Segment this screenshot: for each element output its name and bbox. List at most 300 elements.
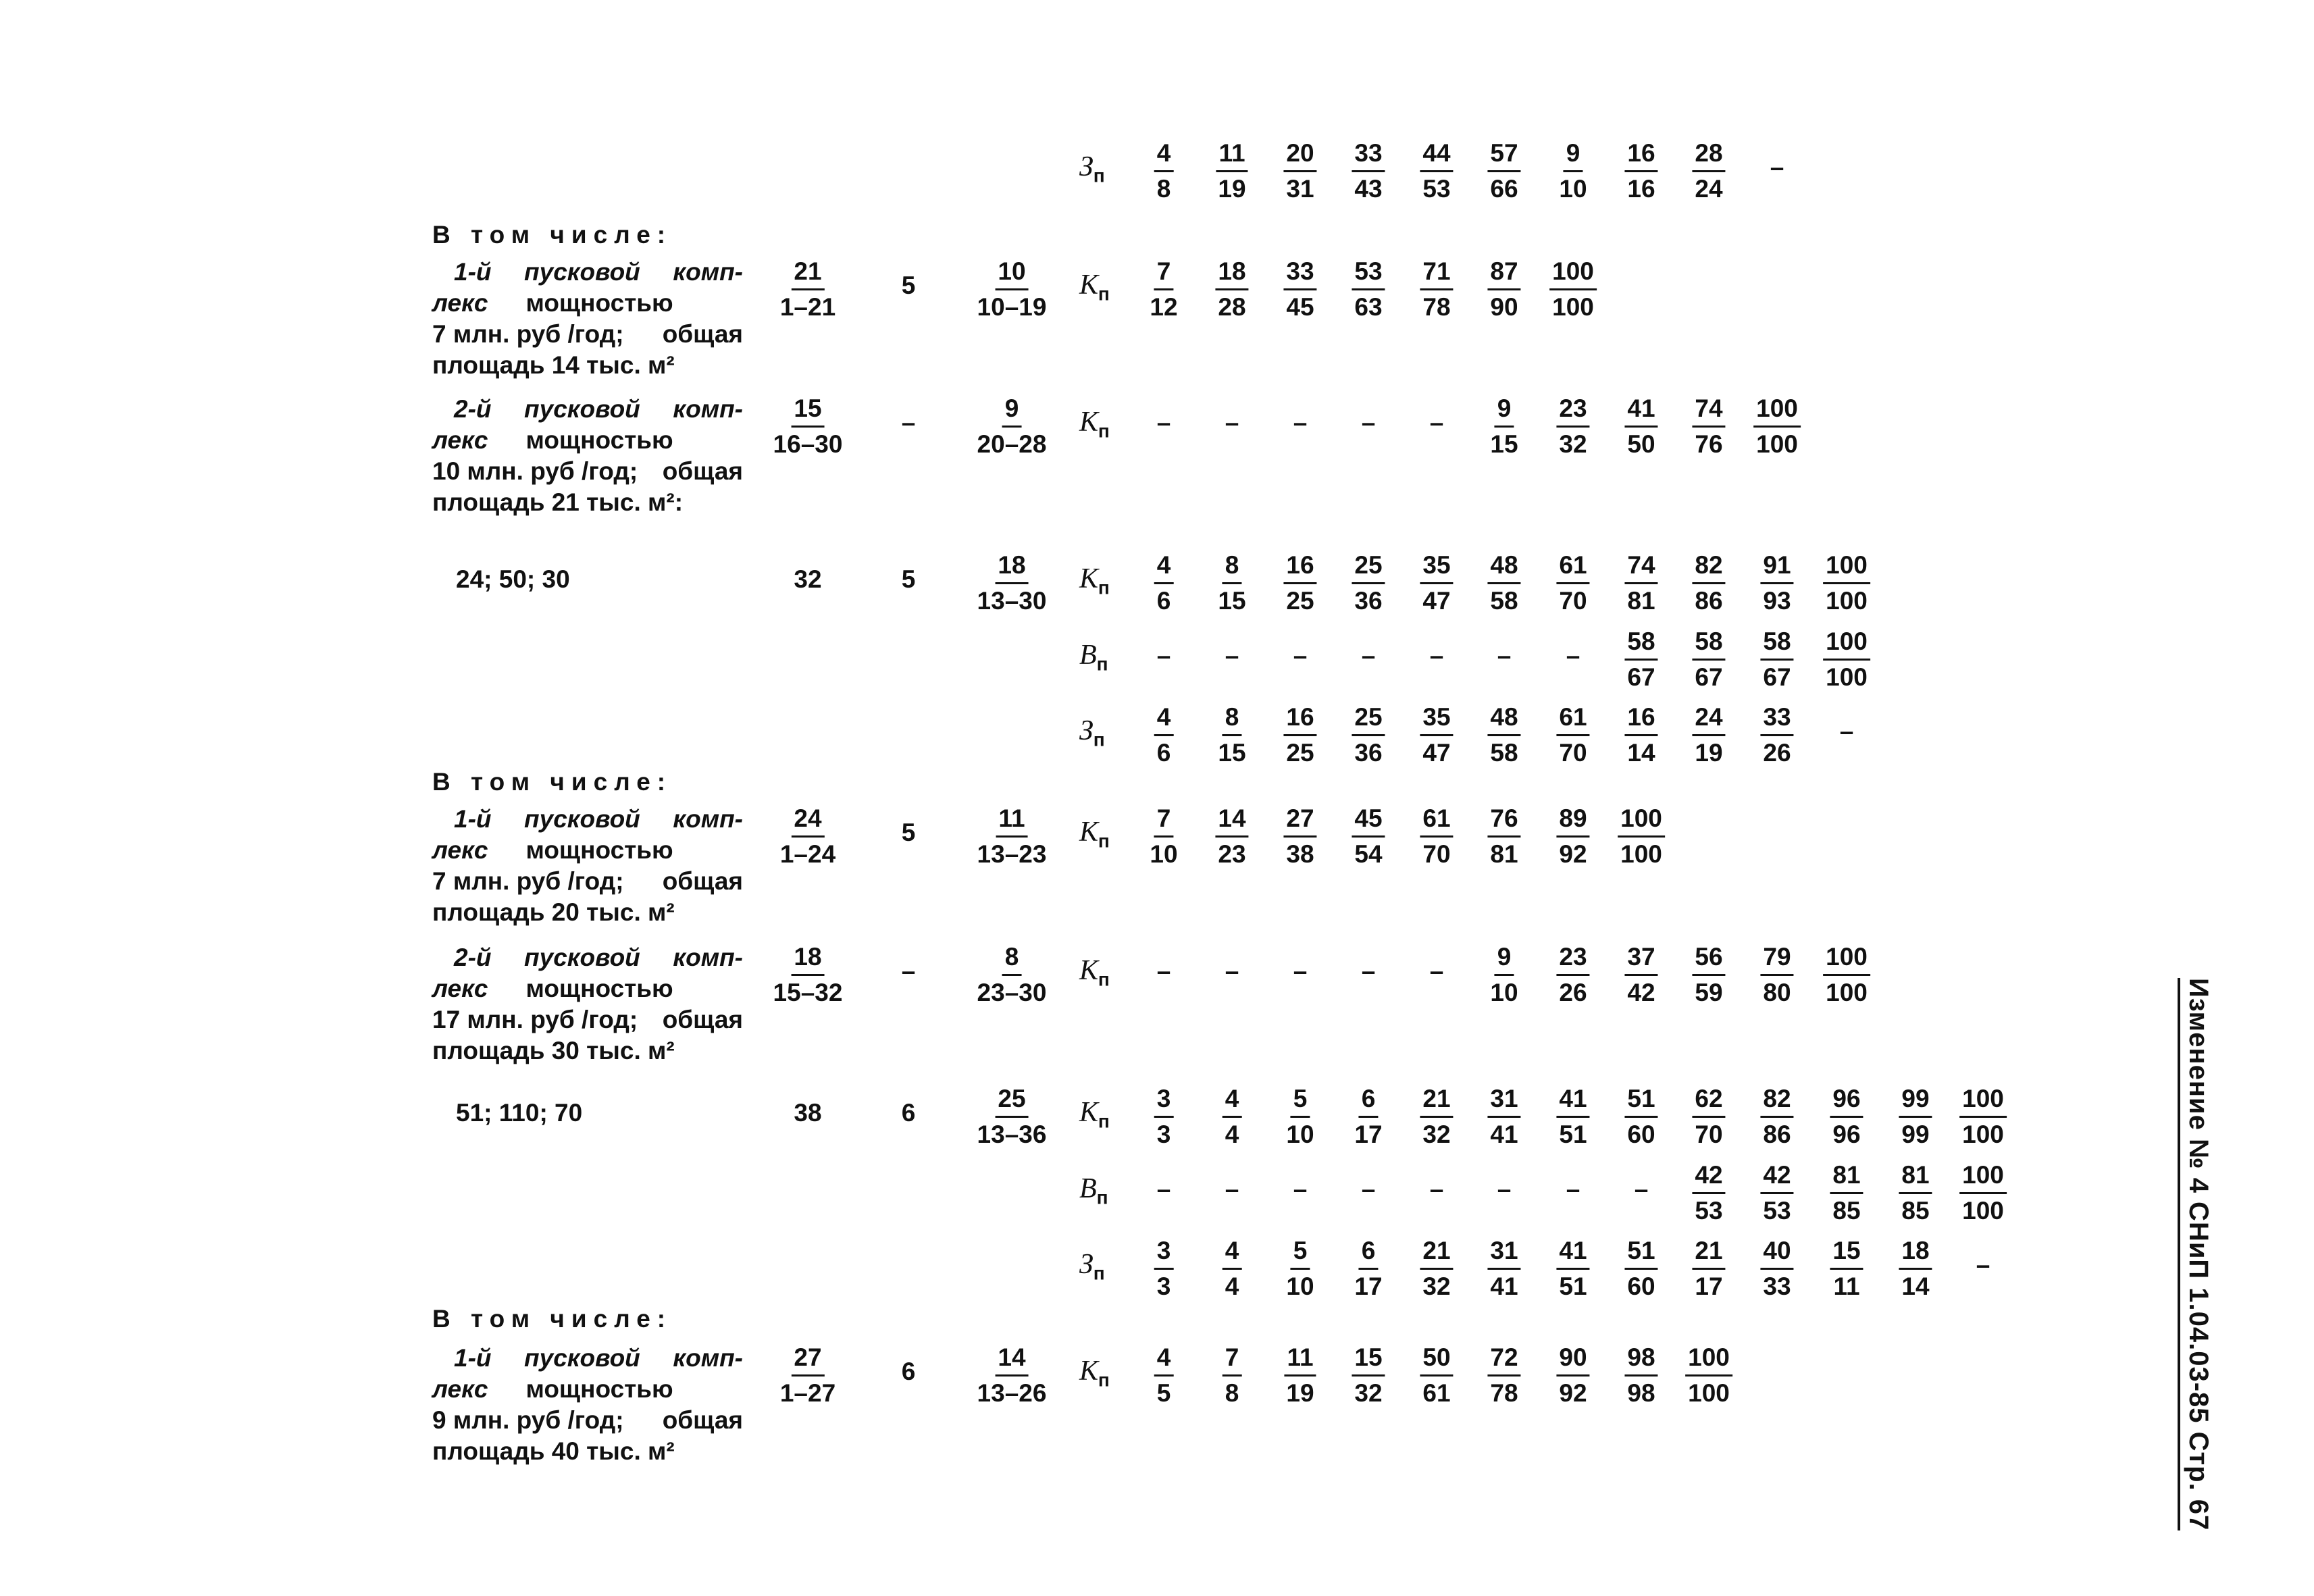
table-row: [0, 138, 2314, 206]
indicator-subscript: п: [1098, 1369, 1110, 1391]
table-row: [0, 1084, 2314, 1152]
value-cell: [1283, 257, 1316, 322]
value-cell: –: [1429, 1175, 1444, 1203]
value-cell: [1549, 257, 1597, 322]
value-cell-denominator: 5: [1156, 1379, 1171, 1407]
value-cell: –: [1225, 642, 1239, 669]
value-cell: –: [1634, 1175, 1649, 1203]
value-cell: [1215, 550, 1248, 616]
value-cell: [1899, 1084, 1932, 1150]
desc-word: комп-: [673, 258, 743, 286]
value-cell-denominator: 32: [1422, 1121, 1451, 1148]
value-cell-numerator: 9: [1495, 394, 1514, 428]
value-cell: [1420, 257, 1453, 322]
value-cell-denominator: 58: [1490, 739, 1518, 767]
value-cell: [1959, 1084, 2007, 1150]
value-cell: [1692, 1236, 1725, 1302]
value-cell-numerator: 23: [1556, 942, 1589, 976]
value-cell-numerator: 16: [1624, 138, 1657, 172]
desc-line-3: [432, 456, 743, 487]
indicator-subscript: п: [1098, 577, 1110, 598]
value-cell: [1899, 1160, 1932, 1226]
desc-line-1: [432, 804, 743, 835]
duration-cell-denominator: 1–27: [779, 1379, 836, 1407]
duration-cell-denominator: 15–32: [773, 979, 843, 1006]
value-cell-numerator: 21: [1692, 1236, 1725, 1270]
desc-word: общая: [662, 457, 743, 485]
construction-period-cell-denominator: 13–36: [977, 1121, 1047, 1148]
value-cell-denominator: 33: [1763, 1272, 1791, 1300]
capacity-values: 24; 50; 30: [456, 565, 570, 593]
desc-line-1: [432, 394, 743, 425]
value-cell: [1283, 804, 1316, 869]
value-cell: –: [1429, 957, 1444, 985]
value-cell-numerator: 9: [1495, 942, 1514, 976]
value-cell-numerator: 100: [1618, 804, 1665, 838]
construction-period-cell-denominator: 20–28: [977, 430, 1047, 458]
value-cell-numerator: 51: [1624, 1236, 1657, 1270]
value-cell-denominator: 50: [1627, 430, 1655, 458]
value-cell: [1556, 1236, 1589, 1302]
value-cell-denominator: 70: [1422, 840, 1451, 868]
value-cell: [1352, 702, 1385, 768]
value-cell-denominator: 32: [1422, 1272, 1451, 1300]
value-cell-numerator: 8: [1223, 702, 1242, 736]
desc-line-1: [432, 257, 743, 288]
desc-word: общая: [662, 867, 743, 895]
duration-cell: [771, 394, 846, 459]
value-cell-numerator: 24: [1692, 702, 1725, 736]
value-cell: [1215, 804, 1248, 869]
value-cell-numerator: 100: [1685, 1343, 1732, 1376]
desc-word: 7 млн. руб /год;: [432, 320, 624, 348]
value-cell: –: [1225, 1175, 1239, 1203]
value-cell: [1624, 702, 1657, 768]
value-cell-numerator: 42: [1692, 1160, 1725, 1194]
indicator-label: $К_п$: [1079, 407, 1110, 442]
value-cell-numerator: 35: [1420, 550, 1453, 584]
value-cell-numerator: 23: [1556, 394, 1589, 428]
value-cell: [1556, 550, 1589, 616]
value-cell-denominator: 32: [1354, 1379, 1383, 1407]
value-cell-denominator: 98: [1627, 1379, 1655, 1407]
value-cell: [1760, 1236, 1793, 1302]
value-cell-numerator: 74: [1692, 394, 1725, 428]
value-cell: [1223, 1084, 1242, 1150]
desc-word: 9 млн. руб /год;: [432, 1406, 624, 1434]
desc-word: лекс: [432, 1375, 488, 1403]
launch-complex-description: [432, 1343, 743, 1467]
value-cell: [1692, 702, 1725, 768]
value-cell: [1760, 1084, 1793, 1150]
value-cell-denominator: 96: [1832, 1121, 1861, 1148]
construction-period-cell: [975, 804, 1050, 869]
value-cell-numerator: 100: [1959, 1084, 2007, 1118]
desc-line-4: площадь 30 тыс. м²: [432, 1037, 675, 1064]
value-cell-numerator: 6: [1359, 1236, 1379, 1270]
value-cell: [1830, 1084, 1863, 1150]
value-cell: [1823, 942, 1870, 1008]
value-cell-denominator: 6: [1156, 587, 1171, 615]
duration-cell-denominator: 1–21: [779, 293, 836, 321]
value-cell-denominator: 10: [1559, 175, 1587, 203]
duration-cell: [777, 1343, 838, 1408]
desc-word: 17 млн. руб /год;: [432, 1006, 638, 1033]
value-cell-denominator: 67: [1695, 663, 1723, 691]
value-cell-numerator: 16: [1283, 550, 1316, 584]
desc-word: 2-й: [454, 944, 492, 971]
launch-complex-description: [432, 804, 743, 928]
desc-word: комп-: [673, 805, 743, 833]
value-cell-numerator: 41: [1624, 394, 1657, 428]
construction-period-cell: [975, 1084, 1050, 1150]
value-cell-denominator: 53: [1763, 1197, 1791, 1225]
value-cell-numerator: 41: [1556, 1236, 1589, 1270]
duration-cell-numerator: 21: [791, 257, 824, 290]
value-cell: [1283, 138, 1316, 204]
value-cell: [1154, 550, 1174, 616]
value-cell-numerator: 58: [1760, 627, 1793, 661]
value-cell-denominator: 4: [1225, 1121, 1239, 1148]
indicator-label: $В_п$: [1079, 1173, 1108, 1208]
value-cell: [1624, 942, 1657, 1008]
value-cell: –: [1976, 1251, 1990, 1279]
page-side-caption: [2178, 978, 2219, 1531]
value-cell-denominator: 51: [1559, 1272, 1587, 1300]
value-cell-denominator: 3: [1156, 1272, 1171, 1300]
value-cell: [1692, 550, 1725, 616]
desc-word: общая: [662, 1406, 743, 1434]
value-cell-denominator: 66: [1490, 175, 1518, 203]
value-cell-numerator: 100: [1823, 550, 1870, 584]
value-cell-denominator: 85: [1832, 1197, 1861, 1225]
preparation-period-cell: 6: [901, 1099, 916, 1127]
value-cell-numerator: 79: [1760, 942, 1793, 976]
value-cell-denominator: 17: [1354, 1121, 1383, 1148]
value-cell-denominator: 17: [1695, 1272, 1723, 1300]
value-cell-numerator: 31: [1487, 1084, 1520, 1118]
construction-period-cell-denominator: 10–19: [977, 293, 1047, 321]
value-cell: –: [1156, 957, 1171, 985]
value-cell: [1283, 702, 1316, 768]
indicator-label: $К_п$: [1079, 955, 1110, 990]
value-cell-numerator: 9: [1564, 138, 1583, 172]
indicator-label: $З_п$: [1079, 151, 1105, 186]
value-cell-denominator: 99: [1901, 1121, 1930, 1148]
value-cell: [1352, 1236, 1385, 1302]
value-cell-denominator: 36: [1354, 739, 1383, 767]
value-cell-numerator: 15: [1352, 1343, 1385, 1376]
duration-cell-numerator: 15: [791, 394, 824, 428]
table-row: [0, 804, 2314, 926]
value-cell-denominator: 12: [1150, 293, 1178, 321]
desc-line-4: площадь 20 тыс. м²: [432, 898, 675, 926]
value-cell-numerator: 21: [1420, 1236, 1453, 1270]
value-cell: –: [1429, 409, 1444, 436]
value-cell-denominator: 100: [1756, 430, 1798, 458]
indicator-subscript: п: [1098, 1110, 1110, 1132]
value-cell-denominator: 100: [1962, 1121, 2004, 1148]
value-cell-denominator: 43: [1354, 175, 1383, 203]
value-cell: –: [1497, 642, 1512, 669]
construction-period-cell-denominator: 13–30: [977, 587, 1047, 615]
value-cell-numerator: 89: [1556, 804, 1589, 838]
value-cell-denominator: 85: [1901, 1197, 1930, 1225]
construction-period-cell-numerator: 9: [1002, 394, 1022, 428]
desc-line-1: [432, 1343, 743, 1374]
value-cell: [1420, 1343, 1453, 1408]
desc-line-2: [432, 288, 743, 319]
construction-period-cell-numerator: 11: [996, 804, 1027, 838]
value-cell: –: [1361, 409, 1376, 436]
indicator-subscript: п: [1096, 653, 1108, 675]
value-cell-numerator: 61: [1420, 804, 1453, 838]
value-cell-denominator: 78: [1422, 293, 1451, 321]
value-cell-denominator: 54: [1354, 840, 1383, 868]
value-cell-denominator: 63: [1354, 293, 1383, 321]
value-cell-numerator: 8: [1223, 550, 1242, 584]
indicator-subscript: п: [1093, 729, 1105, 750]
desc-line-2: [432, 835, 743, 866]
value-cell: [1760, 702, 1793, 768]
table-row: [0, 394, 2314, 516]
value-cell-denominator: 81: [1490, 840, 1518, 868]
value-cell-numerator: 21: [1420, 1084, 1453, 1118]
value-cell-numerator: 6: [1359, 1084, 1379, 1118]
value-cell-denominator: 10: [1490, 979, 1518, 1006]
value-cell-denominator: 15: [1490, 430, 1518, 458]
value-cell: [1692, 942, 1725, 1008]
value-cell-denominator: 8: [1156, 175, 1171, 203]
indicator-label: $З_п$: [1079, 715, 1105, 750]
value-cell-numerator: 18: [1899, 1236, 1932, 1270]
value-cell-numerator: 16: [1283, 702, 1316, 736]
desc-line-3: [432, 1405, 743, 1436]
value-cell-numerator: 20: [1283, 138, 1316, 172]
value-cell-numerator: 31: [1487, 1236, 1520, 1270]
construction-period-cell-numerator: 18: [995, 550, 1028, 584]
launch-complex-description: [432, 394, 743, 518]
value-cell-numerator: 57: [1487, 138, 1520, 172]
value-cell-numerator: 33: [1352, 138, 1385, 172]
value-cell-denominator: 10: [1286, 1272, 1314, 1300]
value-cell-numerator: 48: [1487, 550, 1520, 584]
value-cell-numerator: 4: [1154, 1343, 1174, 1376]
desc-word: пусковой: [524, 1344, 640, 1372]
value-cell-denominator: 86: [1763, 1121, 1791, 1148]
desc-word: пусковой: [524, 944, 640, 971]
duration-cell: [771, 942, 846, 1008]
value-cell: [1215, 138, 1248, 204]
value-cell: [1760, 1160, 1793, 1226]
value-cell-numerator: 61: [1556, 550, 1589, 584]
desc-word: пусковой: [524, 805, 640, 833]
value-cell: [1154, 1084, 1174, 1150]
value-cell-denominator: 47: [1422, 587, 1451, 615]
table-row: [0, 942, 2314, 1064]
table-row: [0, 1343, 2314, 1465]
preparation-period-cell: 5: [901, 272, 916, 299]
value-cell-denominator: 10: [1150, 840, 1178, 868]
value-cell-numerator: 4: [1154, 550, 1174, 584]
indicator-subscript: п: [1098, 420, 1110, 442]
value-cell: –: [1156, 642, 1171, 669]
value-cell-numerator: 100: [1753, 394, 1801, 428]
desc-word: мощностью: [525, 836, 673, 864]
value-cell-numerator: 87: [1487, 257, 1520, 290]
value-cell: [1420, 702, 1453, 768]
value-cell: [1556, 394, 1589, 459]
value-cell-numerator: 82: [1760, 1084, 1793, 1118]
value-cell-numerator: 50: [1420, 1343, 1453, 1376]
value-cell-denominator: 100: [1688, 1379, 1730, 1407]
value-cell-denominator: 23: [1218, 840, 1246, 868]
value-cell: [1352, 257, 1385, 322]
value-cell-denominator: 92: [1559, 840, 1587, 868]
value-cell: [1624, 394, 1657, 459]
value-cell: [1692, 138, 1725, 204]
desc-word: комп-: [673, 395, 743, 423]
value-cell-denominator: 6: [1156, 739, 1171, 767]
indicator-subscript: п: [1098, 283, 1110, 305]
value-cell-denominator: 58: [1490, 587, 1518, 615]
value-cell-denominator: 31: [1286, 175, 1314, 203]
value-cell-denominator: 19: [1286, 1379, 1314, 1407]
value-cell-numerator: 4: [1154, 138, 1174, 172]
table-row: [0, 702, 2314, 770]
value-cell-numerator: 25: [1352, 550, 1385, 584]
value-cell-denominator: 67: [1763, 663, 1791, 691]
value-cell-numerator: 28: [1692, 138, 1725, 172]
value-cell-numerator: 27: [1283, 804, 1316, 838]
value-cell: [1283, 1084, 1316, 1150]
value-cell-numerator: 76: [1487, 804, 1520, 838]
value-cell: [1760, 627, 1793, 692]
desc-word: мощностью: [525, 289, 673, 317]
desc-line-4: площадь 40 тыс. м²: [432, 1437, 675, 1465]
desc-line-3: [432, 866, 743, 897]
preparation-period-cell: 5: [901, 565, 916, 593]
duration-cell-denominator: 16–30: [773, 430, 843, 458]
value-cell-denominator: 70: [1559, 739, 1587, 767]
preparation-period-cell: 6: [901, 1358, 916, 1385]
value-cell-denominator: 100: [1552, 293, 1594, 321]
value-cell-numerator: 58: [1692, 627, 1725, 661]
value-cell-denominator: 26: [1763, 739, 1791, 767]
value-cell-denominator: 25: [1286, 739, 1314, 767]
value-cell: [1487, 1343, 1520, 1408]
value-cell-denominator: 41: [1490, 1272, 1518, 1300]
value-cell-numerator: 4: [1154, 702, 1174, 736]
value-cell: [1147, 804, 1180, 869]
value-cell: –: [1770, 153, 1784, 181]
desc-word: пусковой: [524, 395, 640, 423]
value-cell: [1753, 394, 1801, 459]
value-cell: [1556, 1084, 1589, 1150]
value-cell: [1823, 627, 1870, 692]
value-cell-denominator: 14: [1901, 1272, 1930, 1300]
construction-period-cell-numerator: 14: [995, 1343, 1028, 1376]
value-cell-numerator: 62: [1692, 1084, 1725, 1118]
construction-period-cell-numerator: 25: [995, 1084, 1028, 1118]
value-cell: [1556, 1343, 1589, 1408]
desc-word: 1-й: [454, 805, 492, 833]
value-cell-numerator: 7: [1154, 804, 1174, 838]
value-cell: [1823, 550, 1870, 616]
desc-word: мощностью: [525, 426, 673, 454]
value-cell-numerator: 91: [1760, 550, 1793, 584]
value-cell: [1352, 1343, 1385, 1408]
launch-complex-description: [432, 942, 743, 1066]
value-cell: [1215, 702, 1248, 768]
value-cell-denominator: 47: [1422, 739, 1451, 767]
value-cell-numerator: 82: [1692, 550, 1725, 584]
indicator-label: $К_п$: [1079, 269, 1110, 305]
value-cell-numerator: 4: [1223, 1236, 1242, 1270]
value-cell: [1692, 627, 1725, 692]
value-cell: [1685, 1343, 1732, 1408]
value-cell: [1154, 138, 1174, 204]
value-cell: –: [1293, 409, 1308, 436]
value-cell-denominator: 41: [1490, 1121, 1518, 1148]
value-cell-denominator: 81: [1627, 587, 1655, 615]
value-cell: [1556, 942, 1589, 1008]
value-cell-numerator: 42: [1760, 1160, 1793, 1194]
value-cell-numerator: 3: [1154, 1084, 1174, 1118]
value-cell: –: [1293, 642, 1308, 669]
value-cell-denominator: 78: [1490, 1379, 1518, 1407]
value-cell-denominator: 16: [1627, 175, 1655, 203]
value-cell: [1420, 1236, 1453, 1302]
desc-word: 7 млн. руб /год;: [432, 867, 624, 895]
value-cell: [1760, 942, 1793, 1008]
value-cell: [1487, 804, 1520, 869]
value-cell-denominator: 3: [1156, 1121, 1171, 1148]
value-cell: [1420, 1084, 1453, 1150]
value-cell: [1830, 1236, 1863, 1302]
desc-word: 10 млн. руб /год;: [432, 457, 638, 485]
indicator-subscript: п: [1093, 1262, 1105, 1284]
value-cell-denominator: 100: [1962, 1197, 2004, 1225]
value-cell-numerator: 40: [1760, 1236, 1793, 1270]
value-cell: –: [1293, 1175, 1308, 1203]
value-cell-denominator: 100: [1826, 587, 1868, 615]
value-cell: [1223, 1236, 1242, 1302]
value-cell-numerator: 74: [1624, 550, 1657, 584]
desc-word: мощностью: [525, 1375, 673, 1403]
value-cell: [1215, 257, 1248, 322]
desc-word: лекс: [432, 836, 488, 864]
value-cell-numerator: 56: [1692, 942, 1725, 976]
desc-word: общая: [662, 320, 743, 348]
value-cell-denominator: 17: [1354, 1272, 1383, 1300]
desc-word: 1-й: [454, 258, 492, 286]
value-cell-denominator: 36: [1354, 587, 1383, 615]
value-cell-numerator: 25: [1352, 702, 1385, 736]
value-cell: –: [1566, 642, 1580, 669]
value-cell-denominator: 19: [1218, 175, 1246, 203]
value-cell-numerator: 44: [1420, 138, 1453, 172]
value-cell-numerator: 7: [1223, 1343, 1242, 1376]
value-cell-denominator: 59: [1695, 979, 1723, 1006]
desc-word: 1-й: [454, 1344, 492, 1372]
value-cell: [1692, 1084, 1725, 1150]
value-cell-numerator: 90: [1556, 1343, 1589, 1376]
value-cell-numerator: 18: [1215, 257, 1248, 290]
construction-period-cell-denominator: 23–30: [977, 979, 1047, 1006]
subheading-in-that-number: В том числе:: [432, 768, 673, 796]
desc-word: комп-: [673, 1344, 743, 1372]
